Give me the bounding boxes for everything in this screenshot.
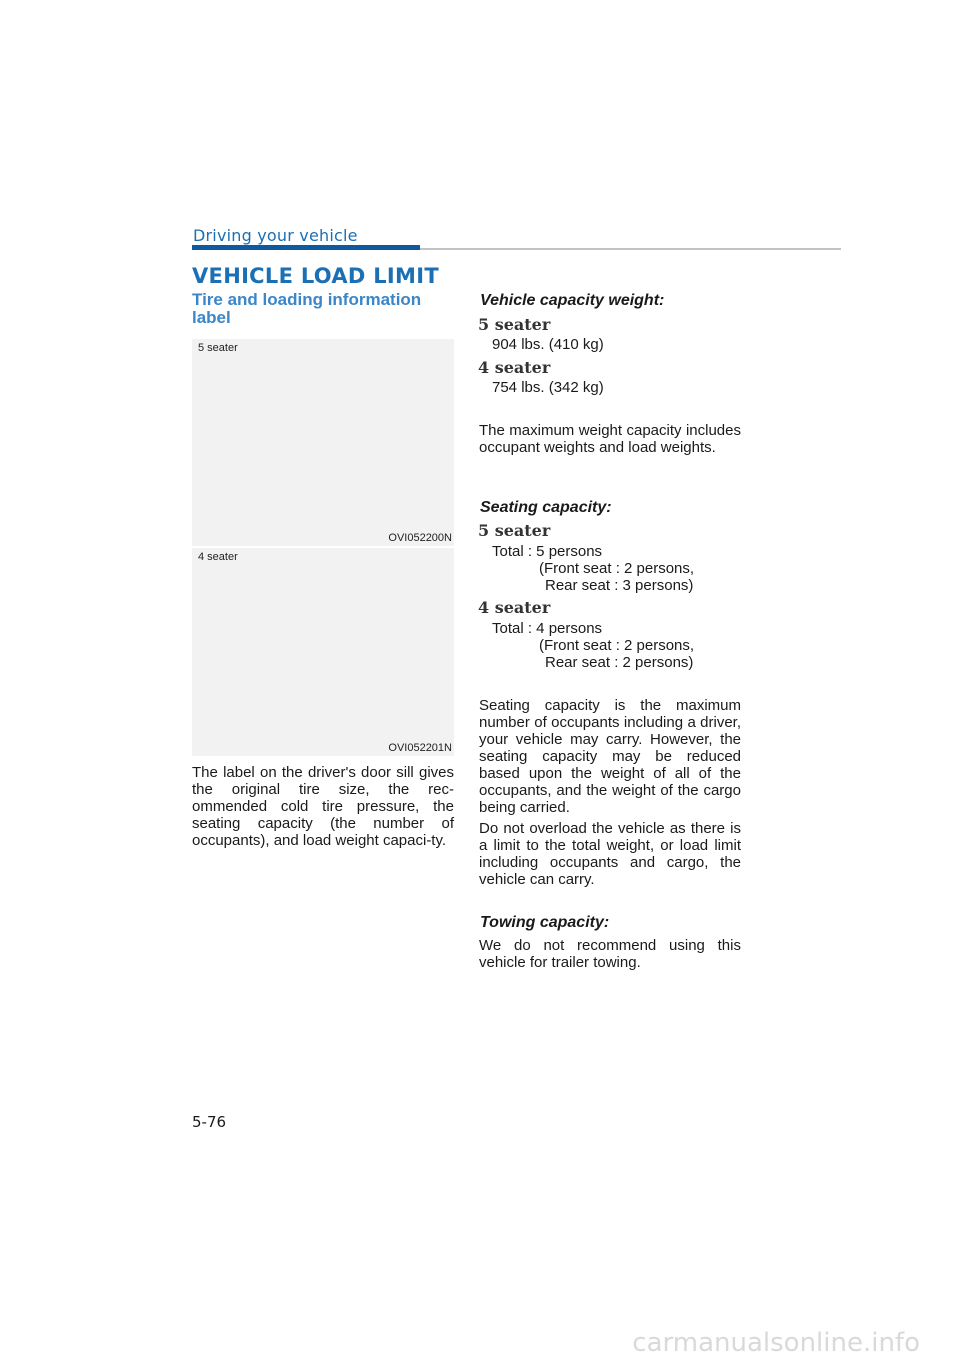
vehicle-capacity-note: The maximum weight capacity includes occupant weights and load weights. [479, 422, 741, 456]
vehicle-capacity-5-seater-label: 5 seater [478, 315, 551, 334]
vehicle-capacity-heading: Vehicle capacity weight: [480, 292, 665, 309]
seating-4-seater-total: Total : 4 persons [492, 620, 603, 637]
seating-5-seater-front: (Front seat : 2 persons, [539, 560, 695, 577]
watermark: carmanualsonline.info [632, 1328, 920, 1358]
seating-5-seater-total: Total : 5 persons [492, 543, 603, 560]
page-title: VEHICLE LOAD LIMIT [192, 264, 439, 288]
seating-capacity-heading: Seating capacity: [480, 499, 612, 516]
towing-capacity-heading: Towing capacity: [480, 914, 610, 931]
section-label: Driving your vehicle [193, 226, 358, 245]
figure-5-seater [192, 339, 454, 546]
seating-5-seater-rear: Rear seat : 3 persons) [545, 577, 694, 594]
seating-capacity-paragraph-2: Do not overload the vehicle as there is a limit to the total weight, or load limit including occupants and cargo, the vehicle can carry. [479, 820, 741, 888]
vehicle-capacity-4-seater-label: 4 seater [478, 358, 551, 377]
seating-4-seater-label: 4 seater [478, 598, 551, 617]
vehicle-capacity-5-seater-value: 904 lbs. (410 kg) [492, 336, 604, 353]
tire-label-description: The label on the driver's door sill gives the original tire size, the rec-ommended cold tire pressure, the seating capacity (the number of occupants), and load weight capaci-ty. [192, 764, 454, 849]
towing-capacity-body: We do not recommend using this vehicle for trailer towing. [479, 937, 741, 971]
header-rule-thick [192, 245, 420, 250]
figure-code: OVI052200N [388, 532, 452, 544]
tire-label-heading: Tire and loading information label [192, 290, 422, 327]
vehicle-capacity-4-seater-value: 754 lbs. (342 kg) [492, 379, 604, 396]
figure-label: 5 seater [198, 342, 238, 354]
seating-5-seater-label: 5 seater [478, 521, 551, 540]
header-rule-thin [420, 248, 841, 250]
seating-capacity-paragraph-1: Seating capacity is the maximum number of occupants including a driver, your vehicle may carry. However, the seating capacity may be reduced based upon the weight of all of the occupants, and the weight of the cargo being carried. [479, 697, 741, 816]
seating-4-seater-front: (Front seat : 2 persons, [539, 637, 695, 654]
figure-label: 4 seater [198, 551, 238, 563]
page-number: 5-76 [192, 1113, 227, 1131]
figure-code: OVI052201N [388, 742, 452, 754]
seating-4-seater-rear: Rear seat : 2 persons) [545, 654, 694, 671]
figure-4-seater [192, 548, 454, 756]
